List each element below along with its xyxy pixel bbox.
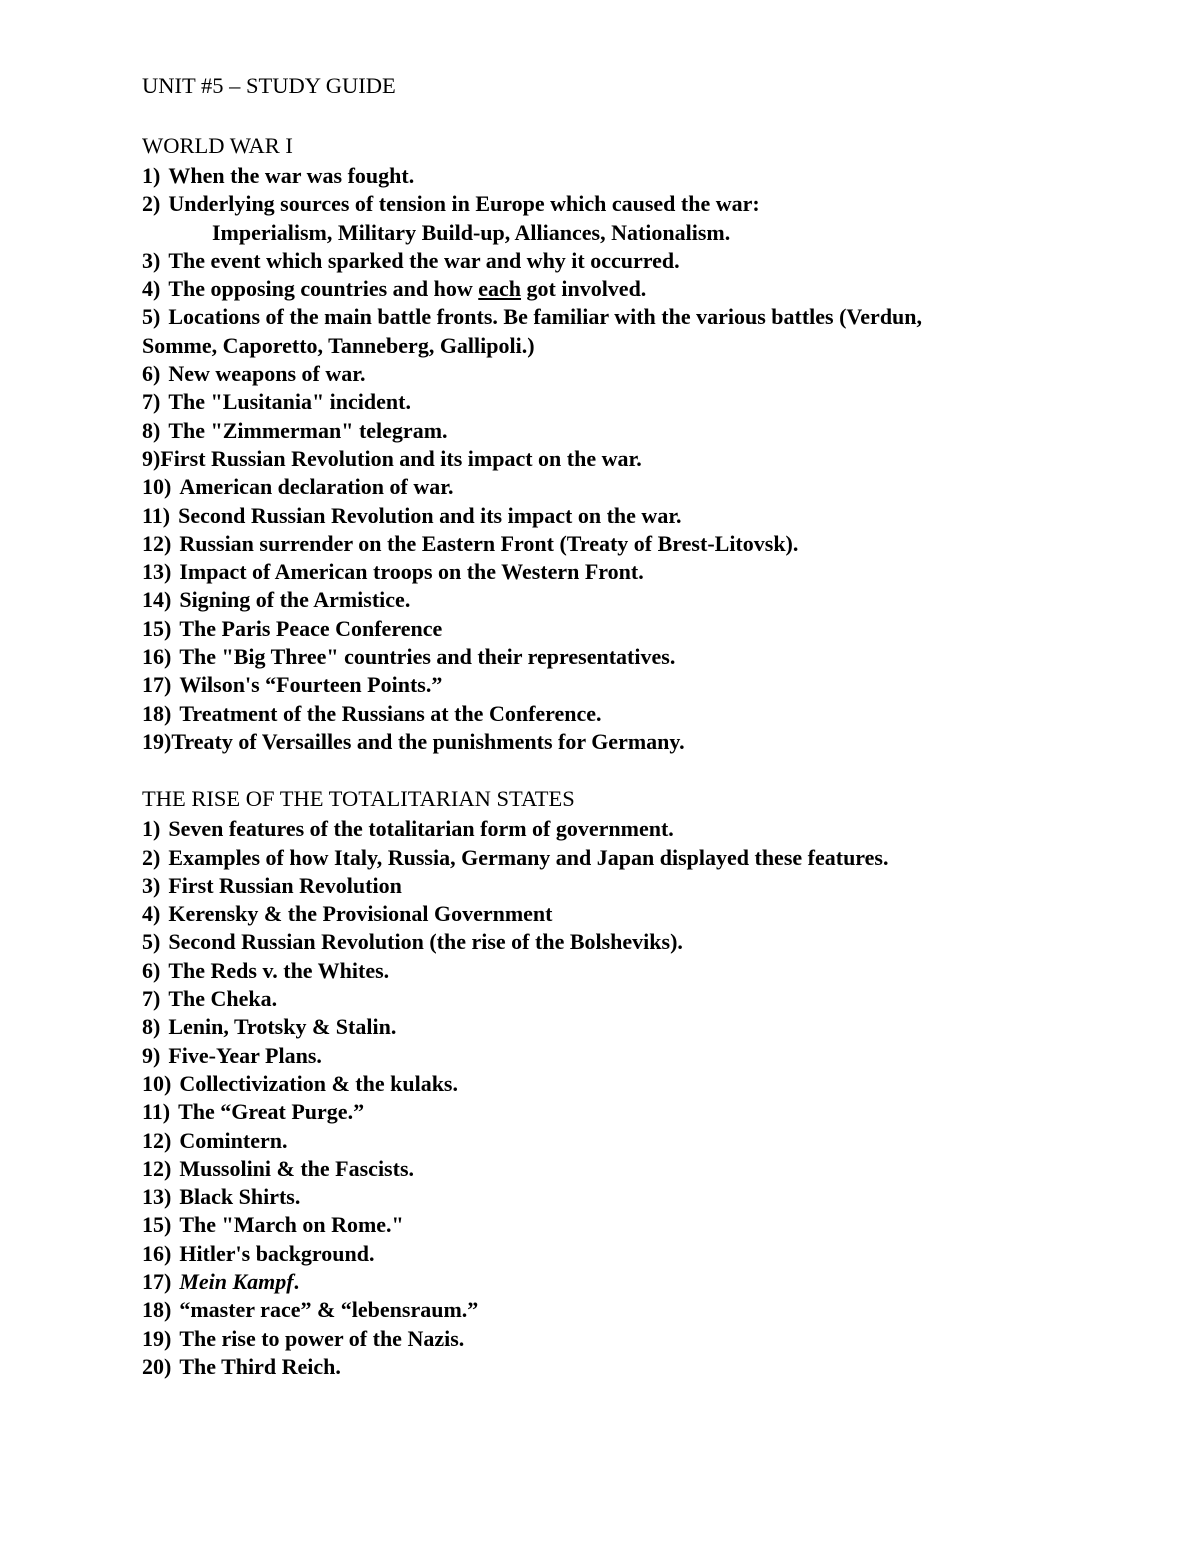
list-item (142, 1042, 1142, 1070)
item-text: Second Russian Revolution (the rise of the Bolsheviks). (168, 929, 683, 955)
item-text: Examples of how Italy, Russia, Germany and Japan displayed these features. (168, 844, 889, 870)
item-number: 8) (142, 1014, 161, 1040)
list-item (142, 1070, 1142, 1098)
item-text: The "Big Three" countries and their representatives. (179, 644, 676, 670)
item-text: Black Shirts. (179, 1184, 301, 1210)
item-text: Seven features of the totalitarian form of government. (168, 816, 674, 842)
item-text: The “Great Purge.” (178, 1099, 365, 1125)
item-text: Wilson's “Fourteen Points.” (179, 672, 443, 698)
section-heading-totalitarian: THE RISE OF THE TOTALITARIAN STATES (142, 786, 575, 812)
list-item (142, 700, 1142, 728)
section-heading-ww1: WORLD WAR I (142, 133, 293, 158)
list-item (142, 1268, 1142, 1296)
item-number: 10) (142, 474, 172, 500)
item-text: The Reds v. the Whites. (168, 957, 390, 983)
item-text: The "Lusitania" incident. (168, 389, 411, 415)
list-item (142, 728, 1142, 756)
item-number: 1) (142, 163, 161, 188)
list-item (142, 303, 1142, 331)
item-number: 12) (142, 530, 172, 556)
spacer (142, 102, 1142, 130)
item-text: Kerensky & the Provisional Government (168, 901, 553, 927)
item-number: 4) (142, 901, 161, 927)
item-text: Comintern. (179, 1127, 288, 1153)
item-text: Locations of the main battle fronts. Be familiar with the various battles (Verdun, (168, 304, 923, 330)
item-number: 10) (142, 1070, 172, 1096)
item-number: 16) (142, 644, 172, 670)
page-title: UNIT #5 – STUDY GUIDE (142, 73, 396, 98)
item-number: 9) (142, 1042, 161, 1068)
item-text: First Russian Revolution and its impact on the war. (160, 445, 642, 471)
item-number: 5) (142, 304, 161, 330)
list-item (142, 1211, 1142, 1239)
item-text: Underlying sources of tension in Europe which caused the war: (168, 191, 760, 217)
item-text: Collectivization & the kulaks. (179, 1070, 458, 1096)
study-guide-page (142, 70, 1142, 1381)
list-item (142, 900, 1142, 928)
item-text-post: . (293, 1268, 300, 1294)
item-number: 6) (142, 957, 161, 983)
list-item (142, 502, 1142, 530)
item-text: Lenin, Trotsky & Stalin. (168, 1014, 397, 1040)
item-number: 18) (142, 700, 172, 726)
item-text: First Russian Revolution (168, 872, 402, 898)
ww1-list (142, 162, 1142, 756)
item-number: 12) (142, 1127, 172, 1153)
item-number: 19) (142, 728, 172, 754)
item-number: 5) (142, 929, 161, 955)
item-text-post: got involved. (521, 276, 647, 302)
item-number: 15) (142, 1212, 172, 1238)
list-item (142, 275, 1142, 303)
item-text: The event which sparked the war and why it occurred. (168, 247, 680, 273)
item-subline: Imperialism, Military Build-up, Alliances, Nationalism. (212, 219, 731, 245)
list-item (142, 671, 1142, 699)
list-item (142, 530, 1142, 558)
item-text: Second Russian Revolution and its impact on the war. (178, 502, 682, 528)
item-text: The Third Reich. (179, 1353, 341, 1379)
item-number: 8) (142, 417, 161, 443)
item-text: Five-Year Plans. (168, 1042, 322, 1068)
item-text: “master race” & “lebensraum.” (179, 1297, 479, 1323)
item-number: 19) (142, 1325, 172, 1351)
item-number: 17) (142, 672, 172, 698)
item-number: 11) (142, 502, 171, 528)
item-text: Hitler's background. (179, 1240, 375, 1266)
item-number: 12) (142, 1155, 172, 1181)
item-number: 6) (142, 361, 161, 387)
item-text: Signing of the Armistice. (179, 587, 411, 613)
item-number: 20) (142, 1353, 172, 1379)
item-text: Treaty of Versailles and the punishments for Germany. (171, 728, 685, 754)
item-number: 3) (142, 247, 161, 273)
item-number: 3) (142, 872, 161, 898)
list-item (142, 1353, 1142, 1381)
item-text-italic: Mein Kampf (179, 1268, 294, 1294)
list-item (142, 586, 1142, 614)
item-text: New weapons of war. (168, 361, 366, 387)
list-item (142, 417, 1142, 445)
item-continuation: Somme, Caporetto, Tanneberg, Gallipoli.) (142, 332, 535, 358)
item-text-underlined: each (478, 276, 522, 302)
item-text: The Cheka. (168, 986, 278, 1012)
list-item (142, 1240, 1142, 1268)
item-text: Russian surrender on the Eastern Front (Treaty of Brest-Litovsk). (179, 530, 799, 556)
item-text: When the war was fought. (168, 163, 415, 188)
list-item (142, 445, 1142, 473)
list-item (142, 190, 1142, 218)
list-item (142, 558, 1142, 586)
item-text: The "Zimmerman" telegram. (168, 417, 448, 443)
item-number: 2) (142, 844, 161, 870)
item-number: 2) (142, 191, 161, 217)
item-text: Impact of American troops on the Western Front. (179, 559, 644, 585)
item-text: American declaration of war. (179, 474, 454, 500)
item-text: Treatment of the Russians at the Conference. (179, 700, 602, 726)
list-item (142, 1098, 1142, 1126)
item-number: 9) (142, 445, 161, 471)
item-number: 7) (142, 986, 161, 1012)
item-text: The "March on Rome." (179, 1212, 404, 1238)
list-item (142, 985, 1142, 1013)
list-item (142, 388, 1142, 416)
item-number: 11) (142, 1099, 171, 1125)
list-item (142, 957, 1142, 985)
spacer (142, 756, 1142, 783)
item-number: 14) (142, 587, 172, 613)
list-item (142, 1155, 1142, 1183)
list-item (142, 1013, 1142, 1041)
list-item (142, 643, 1142, 671)
list-item (142, 1325, 1142, 1353)
item-number: 18) (142, 1297, 172, 1323)
list-item (142, 615, 1142, 643)
item-text: Mussolini & the Fascists. (179, 1155, 415, 1181)
list-item (142, 360, 1142, 388)
item-number: 16) (142, 1240, 172, 1266)
item-text: The rise to power of the Nazis. (179, 1325, 465, 1351)
list-item (142, 872, 1142, 900)
item-text: The Paris Peace Conference (179, 615, 443, 641)
item-number: 1) (142, 816, 161, 842)
item-number: 13) (142, 1184, 172, 1210)
item-number: 15) (142, 615, 172, 641)
item-text-pre: The opposing countries and how (168, 276, 479, 302)
list-item (142, 815, 1142, 843)
list-item (142, 473, 1142, 501)
item-number: 13) (142, 559, 172, 585)
list-item (142, 162, 1142, 190)
item-number: 17) (142, 1268, 172, 1294)
list-item (142, 247, 1142, 275)
item-number: 7) (142, 389, 161, 415)
list-item (142, 928, 1142, 956)
list-item (142, 844, 1142, 872)
list-item (142, 1127, 1142, 1155)
list-item (142, 1296, 1142, 1324)
list-item (142, 1183, 1142, 1211)
item-number: 4) (142, 276, 161, 302)
totalitarian-list (142, 815, 1142, 1381)
